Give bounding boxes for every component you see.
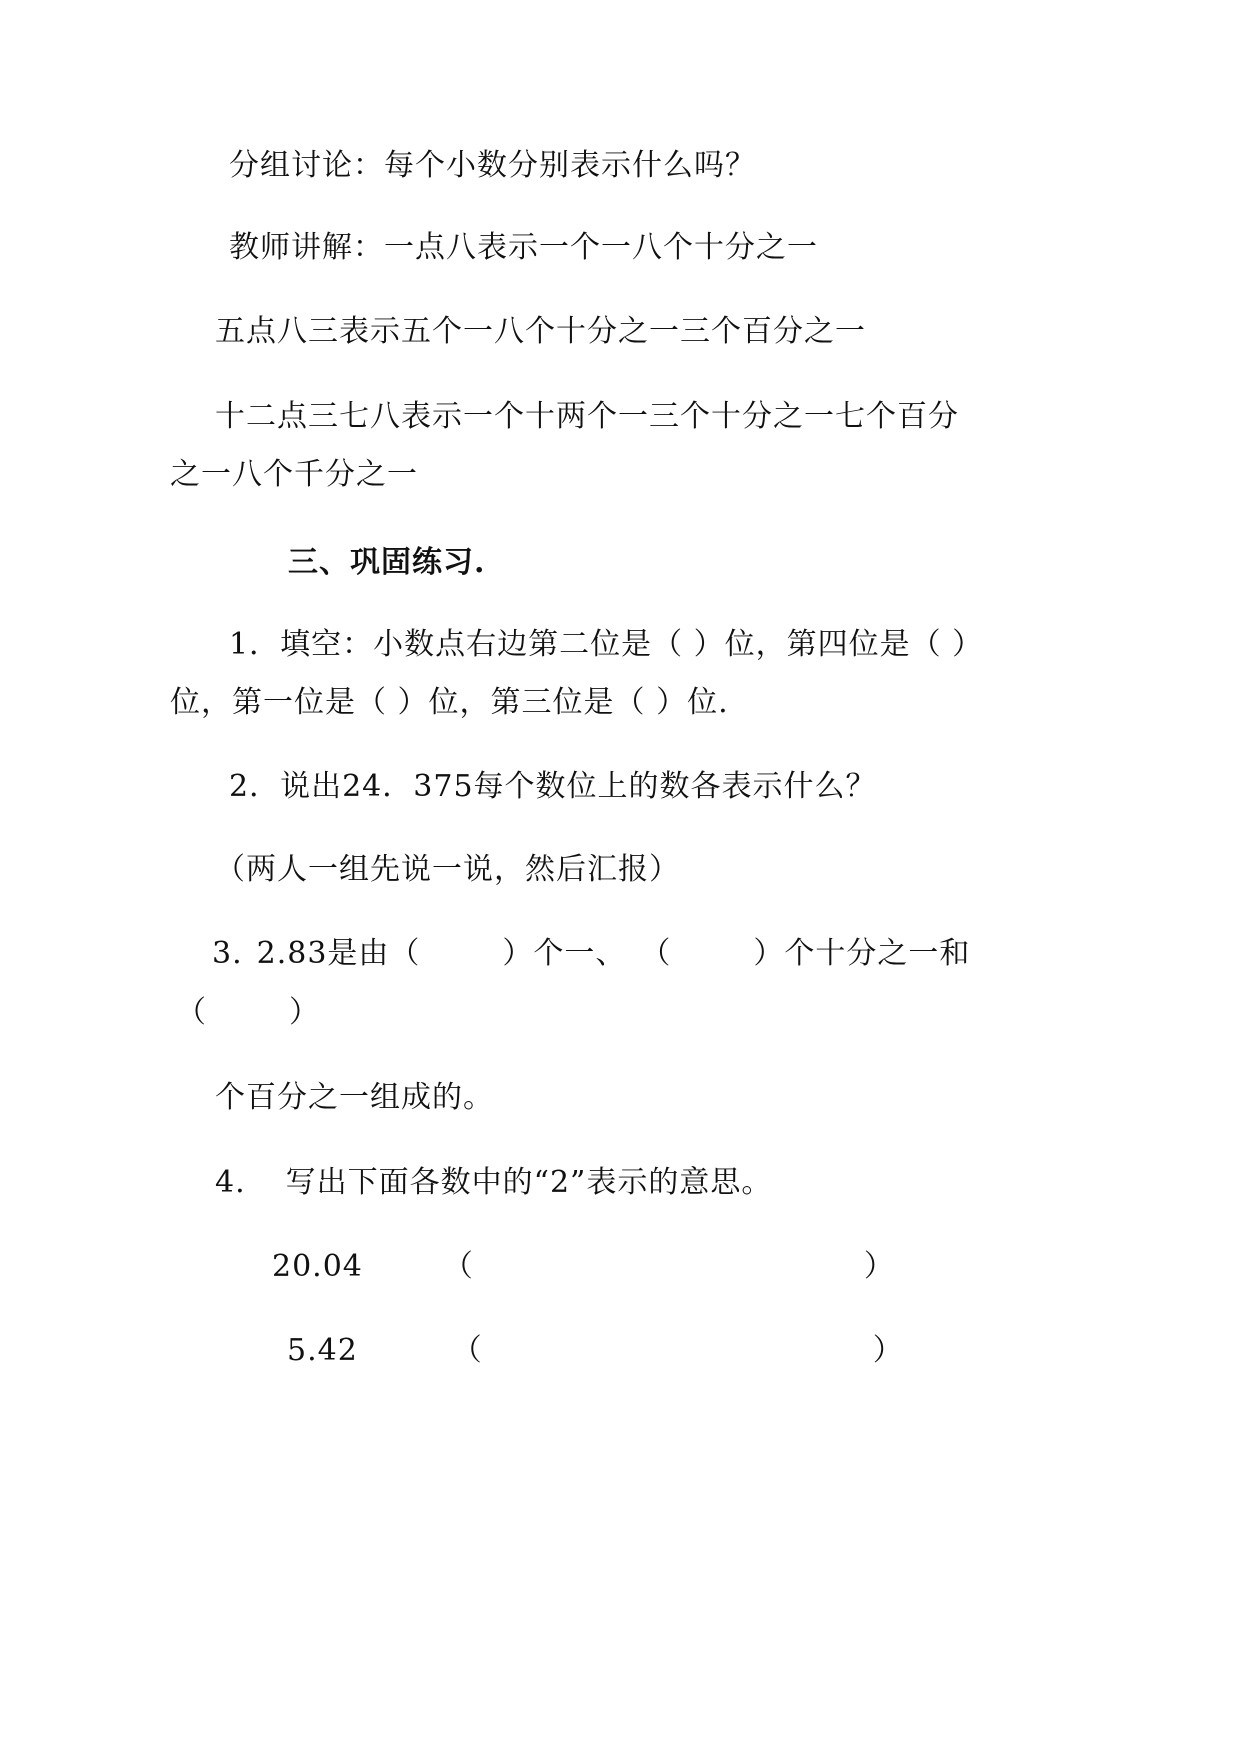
- q4-item-1-number: 20.04: [272, 1249, 363, 1284]
- q3-line-c: [215, 1078, 494, 1118]
- discussion-text: 分组讨论：每个小数分别表示什么吗？: [229, 148, 756, 183]
- q1-text-a: 填空：小数点右边第二位是（ ）位，第四位是（ ）: [280, 627, 984, 662]
- q3-text-c: （: [640, 936, 672, 971]
- explanation-line-3b: [170, 455, 418, 495]
- section-heading: [288, 543, 485, 583]
- explanation-text-1: 教师讲解：一点八表示一个一八个十分之一: [229, 230, 818, 265]
- q3-paren-open: （: [176, 995, 207, 1030]
- q4-number: 4.: [215, 1165, 246, 1200]
- q1-line-b: [170, 683, 729, 723]
- q4-item-2-number: 5.42: [287, 1333, 358, 1368]
- explanation-text-3a: 十二点三七八表示一个十两个一三个十分之一七个百分: [215, 399, 959, 434]
- q3-number: 3.: [212, 936, 243, 971]
- q3-text-e: 个百分之一组成的。: [215, 1080, 494, 1115]
- q4-item-1-close: ）: [863, 1249, 895, 1284]
- explanation-text-3b: 之一八个千分之一: [170, 457, 418, 492]
- q3-text-b: ）个一、: [502, 936, 627, 971]
- q3-value: 2.83: [256, 936, 328, 971]
- q3-text-d: ）个十分之一和: [753, 936, 971, 971]
- section-heading-text: 三、巩固练习.: [288, 545, 486, 580]
- q4-item-1-open: （: [442, 1249, 474, 1284]
- q4-item-2-close: ）: [872, 1333, 904, 1368]
- q2-note-line: [215, 850, 680, 890]
- q3-paren-close: ）: [289, 995, 320, 1030]
- q2-number: 2．: [229, 769, 281, 804]
- explanation-line-1: [229, 228, 818, 268]
- q4-item-2: [287, 1331, 904, 1371]
- q2-line: [229, 767, 877, 807]
- q4-line: [215, 1163, 772, 1203]
- q4-item-1: [272, 1247, 895, 1287]
- q3-text-a: 是由（: [327, 936, 421, 971]
- q1-line-a: [229, 625, 983, 665]
- q3-line-b: [176, 993, 320, 1033]
- q2-text: 说出24．375每个数位上的数各表示什么？: [280, 769, 877, 804]
- q4-text: 写出下面各数中的“2”表示的意思。: [285, 1165, 773, 1200]
- discussion-line: [229, 146, 756, 186]
- q4-item-2-open: （: [451, 1333, 483, 1368]
- explanation-line-2: [215, 312, 866, 352]
- q2-note: （两人一组先说一说，然后汇报）: [215, 852, 680, 887]
- q1-text-b: 位，第一位是（ ）位，第三位是（ ）位.: [170, 685, 729, 720]
- explanation-text-2: 五点八三表示五个一八个十分之一三个百分之一: [215, 314, 866, 349]
- q3-line-a: [212, 934, 970, 974]
- explanation-line-3a: [215, 397, 959, 437]
- q1-number: 1．: [229, 627, 281, 662]
